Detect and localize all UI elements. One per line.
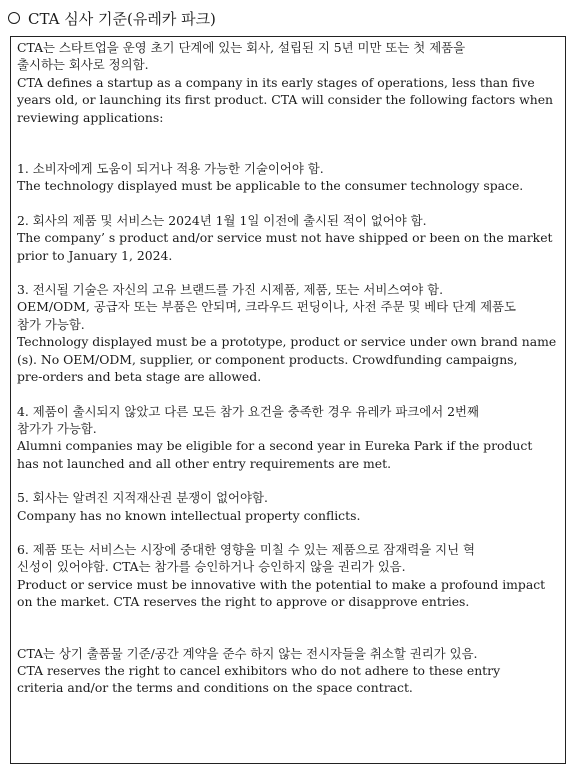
criterion-6 xyxy=(17,541,559,611)
criterion-en-line: The technology displayed must be applicable to the consumer technology space. xyxy=(17,178,524,194)
criterion-ko-line: 참가가 가능함. xyxy=(17,420,97,436)
closing-paragraph xyxy=(17,645,559,697)
criterion-ko-line: 2. 회사의 제품 및 서비스는 2024년 1월 1일 이전에 출시된 적이 없어야 함. xyxy=(17,212,427,228)
criterion-en-line: The company’ s product and/or service must not have shipped or been on the market xyxy=(17,230,553,246)
intro-en-line: CTA defines a startup as a company in its early stages of operations, less than five xyxy=(17,74,535,90)
criterion-ko-line: 신성이 있어야함. CTA는 참가를 승인하거나 승인하지 않을 권리가 있음. xyxy=(17,559,406,575)
criterion-1 xyxy=(17,160,559,195)
closing-en-line: CTA reserves the right to cancel exhibitors who do not adhere to these entry xyxy=(17,662,501,678)
criterion-4 xyxy=(17,403,559,473)
criterion-en-line: Alumni companies may be eligible for a second year in Eureka Park if the product xyxy=(17,438,533,454)
intro-en-line: reviewing applications: xyxy=(17,109,164,125)
spacer xyxy=(17,195,559,212)
criterion-ko-line: 5. 회사는 알려진 지적재산권 분쟁이 없어야함. xyxy=(17,490,268,506)
criterion-ko-line: 4. 제품이 출시되지 않았고 다른 모든 참가 요건을 충족한 경우 유레카 파크에서 2번째 xyxy=(17,403,479,419)
criterion-ko-line: 3. 전시될 기술은 자신의 고유 브랜드를 가진 시제품, 제품, 또는 서비스여야 함. xyxy=(17,282,444,298)
criterion-en-line: prior to January 1, 2024. xyxy=(17,247,173,263)
criterion-en-line: on the market. CTA reserves the right to approve or disapprove entries. xyxy=(17,594,470,610)
criterion-ko-line: 6. 제품 또는 서비스는 시장에 중대한 영향을 미칠 수 있는 제품으로 잠재력을 지닌 혁 xyxy=(17,541,476,557)
section-title: CTA 심사 기준(유레카 파크) xyxy=(28,9,216,28)
section-heading xyxy=(6,6,216,30)
criterion-5 xyxy=(17,489,559,524)
intro-paragraph xyxy=(17,39,559,126)
spacer xyxy=(17,126,559,160)
spacer xyxy=(17,524,559,541)
intro-ko-line: CTA는 스타트업을 운영 초기 단계에 있는 회사, 설립된 지 5년 미만 또는 첫 제품을 xyxy=(17,40,466,55)
spacer xyxy=(17,386,559,403)
criterion-3 xyxy=(17,281,559,385)
spacer xyxy=(17,264,559,281)
criterion-ko-line: OEM/ODM, 공급자 또는 부품은 안되며, 크라우드 펀딩이나, 사전 주문 및 베타 단계 제품도 xyxy=(17,299,516,315)
criterion-ko-line: 참가 가능함. xyxy=(17,316,85,332)
criterion-en-line: Company has no known intellectual property conflicts. xyxy=(17,507,361,523)
criterion-en-line: Technology displayed must be a prototype, product or service under own brand name xyxy=(17,334,557,350)
criterion-2 xyxy=(17,212,559,264)
criterion-en-line: Product or service must be innovative with the potential to make a profound impact xyxy=(17,576,546,592)
criterion-en-line: has not launched and all other entry requirements are met. xyxy=(17,455,392,471)
closing-en-line: criteria and/or the terms and conditions on the space contract. xyxy=(17,680,413,696)
closing-ko-line: CTA는 상기 출품물 기준/공간 계약을 준수 하지 않는 전시자들을 취소할 권리가 있음. xyxy=(17,645,478,661)
criteria-box xyxy=(10,36,566,764)
intro-en-line: years old, or launching its first product. CTA will consider the following factors when xyxy=(17,92,554,108)
spacer xyxy=(17,611,559,645)
criterion-en-line: (s). No OEM/ODM, supplier, or component products. Crowdfunding campaigns, xyxy=(17,351,518,367)
intro-ko-line: 출시하는 회사로 정의함. xyxy=(17,57,149,73)
criterion-ko-line: 1. 소비자에게 도움이 되거나 적용 가능한 기술이어야 함. xyxy=(17,161,324,177)
hollow-circle-icon xyxy=(8,12,20,24)
spacer xyxy=(17,472,559,489)
criterion-en-line: pre-orders and beta stage are allowed. xyxy=(17,369,262,385)
